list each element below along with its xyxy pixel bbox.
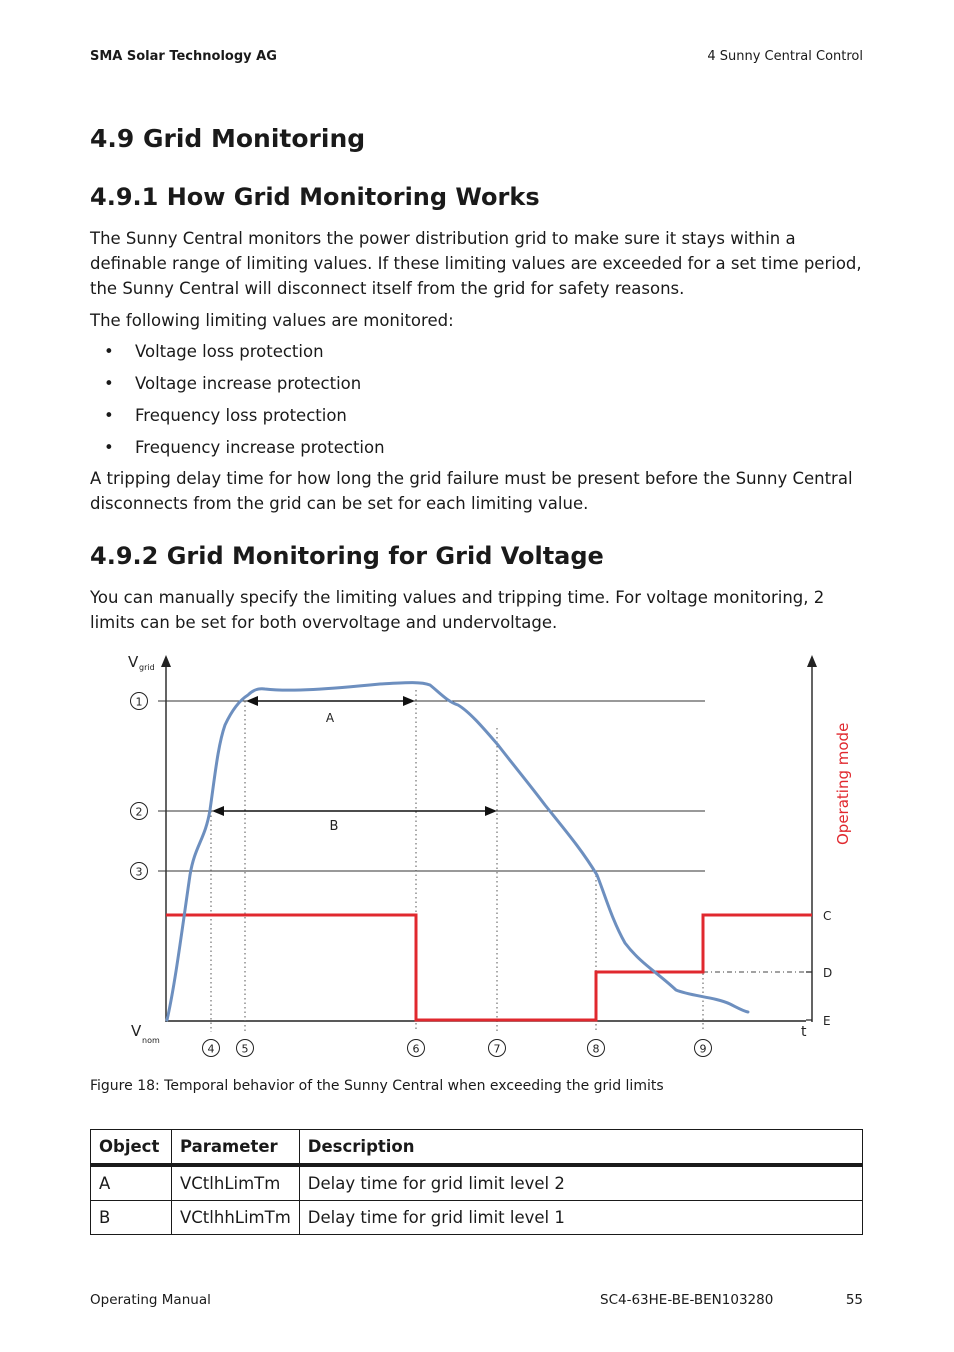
figure-caption: Figure 18: Temporal behavior of the Sunny Central when exceeding the grid limits [90, 1078, 664, 1094]
mode-label-e: E [823, 1014, 831, 1028]
table-header-row [91, 1130, 863, 1166]
time-marker-7 [489, 1040, 506, 1057]
svg-text:5: 5 [241, 1042, 249, 1056]
level-marker-1 [131, 693, 148, 710]
subsection-title-grid-voltage: 4.9.2 Grid Monitoring for Grid Voltage [90, 542, 604, 570]
section-title: 4.9 Grid Monitoring [90, 124, 366, 153]
footer-document-id: SC4-63HE-BE-BEN103280 [600, 1292, 774, 1308]
list-item: • Voltage loss protection [90, 339, 385, 371]
svg-text:1: 1 [135, 695, 143, 709]
origin-label: V [131, 1022, 142, 1040]
arrow-b-label: B [329, 819, 339, 834]
operating-mode-label: Operating mode [834, 722, 852, 845]
bullet-icon: • [104, 342, 114, 361]
svg-text:3: 3 [135, 865, 143, 879]
column-header-description: Description [299, 1130, 862, 1166]
table-row [91, 1201, 863, 1235]
svg-text:8: 8 [592, 1042, 600, 1056]
footer-document-type: Operating Manual [90, 1292, 211, 1308]
y-axis-label: V [128, 653, 139, 671]
time-marker-8 [588, 1040, 605, 1057]
voltage-paragraph: You can manually specify the limiting values and tripping time. For voltage monitoring, 2 limits can be set for both overvoltage and undervoltage. [90, 588, 825, 632]
table-cell-object: B [91, 1201, 172, 1235]
svg-text:2: 2 [135, 805, 143, 819]
parameter-table [90, 1129, 863, 1235]
svg-text:7: 7 [493, 1042, 501, 1056]
time-marker-9 [695, 1040, 712, 1057]
bullet-icon: • [104, 438, 114, 457]
svg-text:6: 6 [412, 1042, 420, 1056]
header-company: SMA Solar Technology AG [90, 49, 277, 64]
time-marker-6 [408, 1040, 425, 1057]
svg-text:4: 4 [207, 1042, 215, 1056]
arrow-b-left-icon [212, 806, 224, 816]
table-cell-parameter: VCtlhLimTm [172, 1165, 300, 1201]
monitored-values-lead: The following limiting values are monitored: [90, 311, 454, 330]
grid-voltage-curve [167, 683, 748, 1020]
arrow-a-label: A [325, 711, 335, 725]
operating-mode-line [166, 915, 812, 1020]
mode-label-d: D [823, 966, 833, 980]
intro-paragraph: The Sunny Central monitors the power distribution grid to make sure it stays within a definable range of limiting values. If these limiting values are exceeded for a set time period, the Sunny Central will disconnect itself from the grid for safety reasons. [90, 229, 862, 298]
origin-sub-label: nom [142, 1036, 160, 1045]
time-marker-5 [237, 1040, 254, 1057]
level-marker-3 [131, 863, 148, 880]
footer-page-number: 55 [845, 1292, 863, 1308]
tripping-delay-paragraph: A tripping delay time for how long the grid failure must be present before the Sunny Central disconnects from the grid can be set for each limiting value. [90, 469, 853, 513]
y-axis-arrow-icon [161, 655, 171, 667]
table-row [91, 1165, 863, 1201]
time-marker-4 [203, 1040, 220, 1057]
level-marker-2 [131, 803, 148, 820]
column-header-parameter: Parameter [172, 1130, 300, 1166]
bullet-icon: • [104, 406, 114, 425]
column-header-object: Object [91, 1130, 172, 1166]
subsection-title-how-it-works: 4.9.1 How Grid Monitoring Works [90, 183, 540, 211]
svg-text:9: 9 [699, 1042, 707, 1056]
arrow-a-left-icon [246, 696, 258, 706]
mode-axis-arrow-icon [807, 655, 817, 667]
list-item: • Frequency loss protection [90, 403, 385, 435]
list-item: • Frequency increase protection [90, 435, 385, 467]
table-cell-parameter: VCtlhhLimTm [172, 1201, 300, 1235]
time-guides [211, 690, 703, 1032]
x-axis-label: t [801, 1024, 807, 1040]
table-cell-description: Delay time for grid limit level 1 [299, 1201, 862, 1235]
table-cell-object: A [91, 1165, 172, 1201]
arrow-a-right-icon [403, 696, 415, 706]
mode-label-c: C [823, 909, 832, 923]
arrow-b-right-icon [485, 806, 497, 816]
y-axis-sub-label: grid [139, 663, 155, 672]
table-cell-description: Delay time for grid limit level 2 [299, 1165, 862, 1201]
list-item: • Voltage increase protection [90, 371, 385, 403]
bullet-icon: • [104, 374, 114, 393]
header-chapter: 4 Sunny Central Control [707, 49, 863, 64]
